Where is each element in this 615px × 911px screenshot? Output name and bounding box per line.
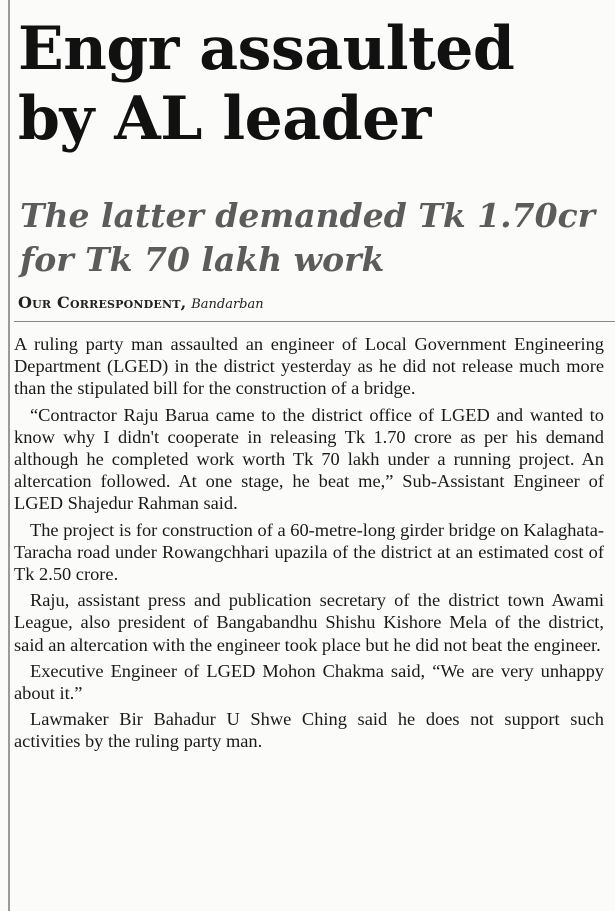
article-paragraph: The project is for construction of a 60-metre-long girder bridge on Kalaghata-Taracha road under Rowangchhari upazila of the district at an estimated cost of Tk 2.50 crore. xyxy=(14,519,604,585)
byline-correspondent: Our Correspondent, xyxy=(18,293,187,312)
byline-location: Bandarban xyxy=(191,297,264,312)
headline xyxy=(18,14,613,154)
article-paragraph: Raju, assistant press and publication secretary of the district town Awami League, also president of Bangabandhu Shishu Kishore Mela of the district, said an altercation with the engineer took place but he did not beat the engineer. xyxy=(14,590,604,655)
article-paragraph: A ruling party man assaulted an engineer of Local Government Engineering Department (LGED) in the district yesterday as he did not release much more than the stipulated bill for the construction of a bridge. xyxy=(14,334,604,399)
subheadline-line-1: The latter demanded Tk 1.70cr xyxy=(20,196,596,235)
subheadline xyxy=(20,194,610,282)
subheadline-line-2: for Tk 70 lakh work xyxy=(20,240,385,279)
column-rule-left xyxy=(8,0,10,911)
article-paragraph: “Contractor Raju Barua came to the district office of LGED and wanted to know why I didn't cooperate in releasing Tk 1.70 crore as per his demand although he completed work worth Tk 70 lakh under a running project. An altercation followed. At one stage, he beat me,” Sub-Assistant Engineer of LGED Shajedur Rahman said. xyxy=(14,404,604,514)
byline-divider xyxy=(14,321,615,322)
headline-line-2: by AL leader xyxy=(18,84,431,154)
article-body xyxy=(14,333,604,757)
article-paragraph: Lawmaker Bir Bahadur U Shwe Ching said he does not support such activities by the ruling party man. xyxy=(14,709,604,752)
headline-line-1: Engr assaulted xyxy=(18,14,515,84)
article-paragraph: Executive Engineer of LGED Mohon Chakma said, “We are very unhappy about it.” xyxy=(14,660,604,704)
byline xyxy=(18,293,264,312)
